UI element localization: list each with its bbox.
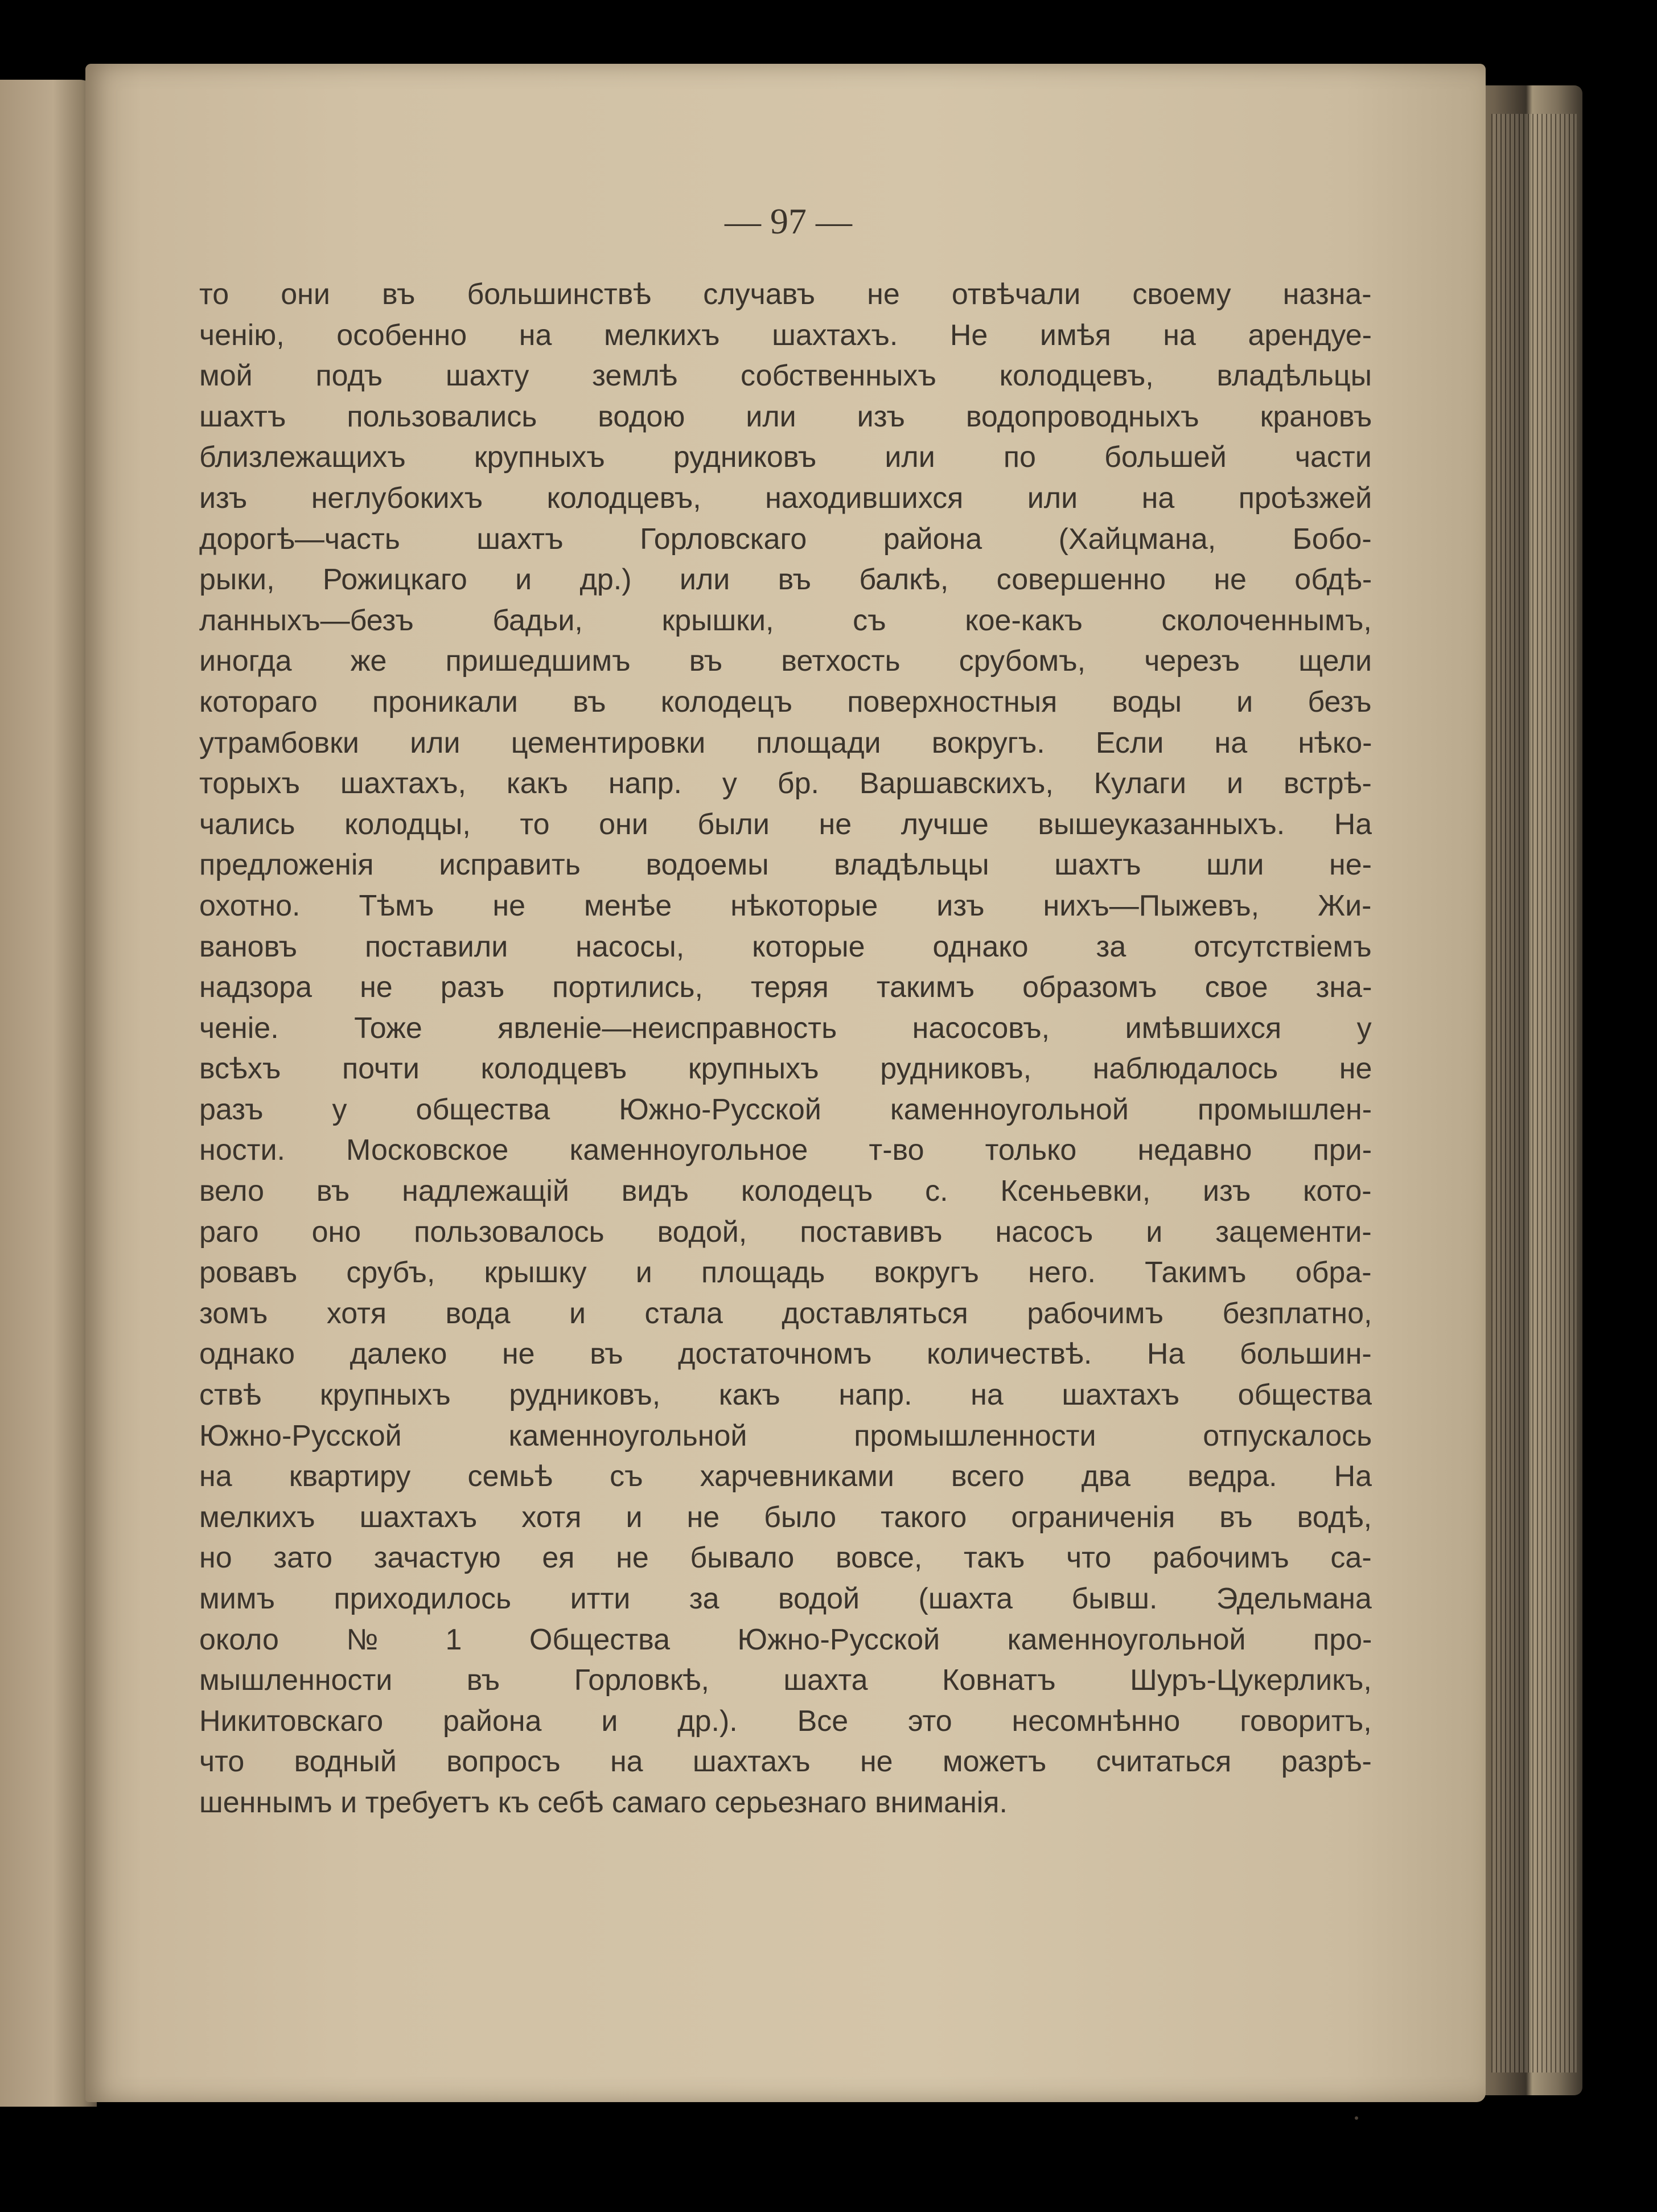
- text-line: надзора не разъ портились, теряя такимъ образомъ свое зна-: [199, 971, 1372, 1004]
- text-line: на квартиру семьѣ съ харчевниками всего два ведра. На: [199, 1460, 1372, 1493]
- text-line: вановъ поставили насосы, которые однако за отсутствіемъ: [199, 930, 1372, 963]
- text-line: ланныхъ—безъ бадьи, крышки, съ кое-какъ сколоченнымъ,: [199, 604, 1372, 637]
- left-facing-page: [0, 80, 97, 2107]
- text-line: котораго проникали въ колодецъ поверхностныя воды и безъ: [199, 685, 1372, 719]
- text-line: иногда же пришедшимъ въ ветхость срубомъ, черезъ щели: [199, 645, 1372, 678]
- text-line: однако далеко не въ достаточномъ количествѣ. На большин-: [199, 1337, 1372, 1371]
- text-line: но зато зачастую ея не бывало вовсе, такъ что рабочимъ са-: [199, 1541, 1372, 1575]
- text-line: около № 1 Общества Южно-Русской каменноугольной про-: [199, 1623, 1372, 1656]
- text-line: чались колодцы, то они были не лучше вышеуказанныхъ. На: [199, 807, 1372, 841]
- paper-speck: [1355, 2116, 1358, 2120]
- text-line: вело въ надлежащій видъ колодецъ с. Ксеньевки, изъ кото-: [199, 1175, 1372, 1208]
- text-line: охотно. Тѣмъ не менѣе нѣкоторые изъ нихъ—Пыжевъ, Жи-: [199, 889, 1372, 922]
- text-line: Никитовскаго района и др.). Все это несомнѣнно говоритъ,: [199, 1704, 1372, 1738]
- text-line: изъ неглубокихъ колодцевъ, находившихся или на проѣзжей: [199, 481, 1372, 515]
- body-text: [199, 274, 1372, 1824]
- page-edges-stack: [1491, 114, 1577, 2073]
- text-line: то они въ большинствѣ случавъ не отвѣчали своему назна-: [199, 278, 1372, 311]
- text-line: дорогѣ—часть шахтъ Горловскаго района (Хайцмана, Бобо-: [199, 522, 1372, 556]
- text-line: ности. Московское каменноугольное т-во только недавно при-: [199, 1134, 1372, 1167]
- text-line: зомъ хотя вода и стала доставляться рабочимъ безплатно,: [199, 1296, 1372, 1330]
- text-line: ченію, особенно на мелкихъ шахтахъ. Не имѣя на арендуе-: [199, 318, 1372, 352]
- text-line: что водный вопросъ на шахтахъ не можетъ считаться разрѣ-: [199, 1745, 1372, 1779]
- text-line: рыки, Рожицкаго и др.) или въ балкѣ, совершенно не обдѣ-: [199, 563, 1372, 597]
- text-line: шахтъ пользовались водою или изъ водопроводныхъ крановъ: [199, 400, 1372, 433]
- text-line: мой подъ шахту землѣ собственныхъ колодцевъ, владѣльцы: [199, 359, 1372, 393]
- text-line: предложенія исправить водоемы владѣльцы шахтъ шли не-: [199, 848, 1372, 882]
- text-line: мышленности въ Горловкѣ, шахта Ковнатъ Шуръ-Цукерликъ,: [199, 1664, 1372, 1697]
- text-line: мимъ приходилось итти за водой (шахта бывш. Эдельмана: [199, 1582, 1372, 1615]
- book-page: [85, 64, 1486, 2102]
- text-line: раго оно пользовалось водой, поставивъ насосъ и зацементи-: [199, 1215, 1372, 1249]
- text-line: шеннымъ и требуетъ къ себѣ самаго серьезнаго вниманія.: [199, 1786, 1008, 1819]
- text-line: торыхъ шахтахъ, какъ напр. у бр. Варшавскихъ, Кулаги и встрѣ-: [199, 767, 1372, 801]
- text-line: Южно-Русской каменноугольной промышленности отпускалось: [199, 1419, 1372, 1452]
- text-line: ченіе. Тоже явленіе—неисправность насосовъ, имѣвшихся у: [199, 1011, 1372, 1045]
- text-line: всѣхъ почти колодцевъ крупныхъ рудниковъ, наблюдалось не: [199, 1052, 1372, 1086]
- text-line: мелкихъ шахтахъ хотя и не было такого ограниченія въ водѣ,: [199, 1500, 1372, 1534]
- page-number: — 97 —: [725, 201, 852, 241]
- text-line: близлежащихъ крупныхъ рудниковъ или по большей части: [199, 441, 1372, 474]
- text-line: разъ у общества Южно-Русской каменноугольной промышлен-: [199, 1093, 1372, 1126]
- text-line: утрамбовки или цементировки площади вокругъ. Если на нѣко-: [199, 726, 1372, 760]
- text-line: ствѣ крупныхъ рудниковъ, какъ напр. на шахтахъ общества: [199, 1378, 1372, 1412]
- text-line: ровавъ срубъ, крышку и площадь вокругъ него. Такимъ обра-: [199, 1256, 1372, 1290]
